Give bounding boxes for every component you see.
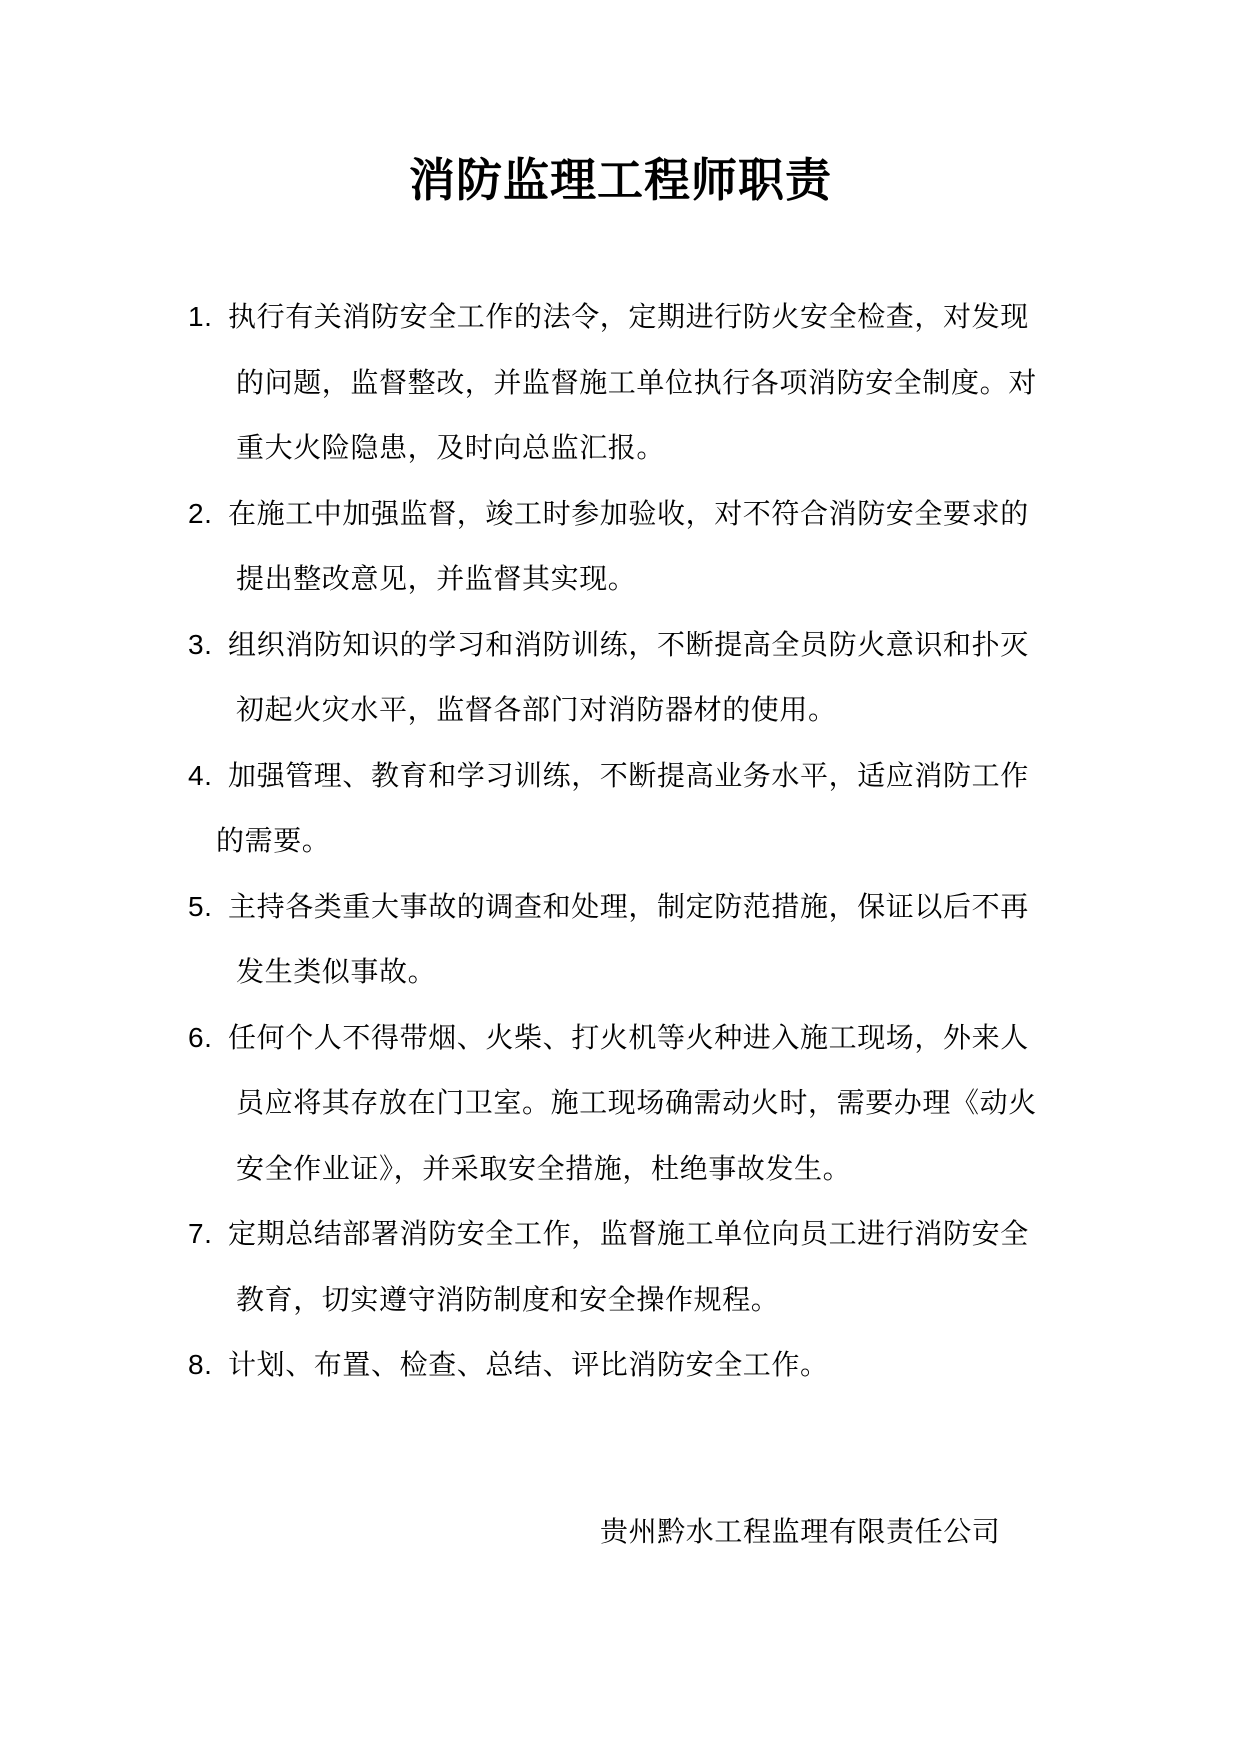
list-item (188, 481, 1068, 612)
item-line: 在施工中加强监督，竣工时参加验收，对不符合消防安全要求的 (228, 496, 1029, 530)
item-line: 任何个人不得带烟、火柴、打火机等火种进入施工现场，外来人 (228, 1020, 1029, 1054)
item-line: 定期总结部署消防安全工作，监督施工单位向员工进行消防安全 (228, 1217, 1029, 1250)
item-number: 7. (188, 1218, 213, 1249)
item-number: 6. (188, 1021, 213, 1053)
document-title: 消防监理工程师职责 (409, 153, 832, 207)
item-number: 2. (188, 497, 213, 529)
item-line: 重大火险隐患，及时向总监汇报。 (236, 431, 666, 464)
item-line: 主持各类重大事故的调查和处理，制定防范措施，保证以后不再 (228, 889, 1029, 923)
item-number: 8. (188, 1349, 213, 1380)
item-line: 组织消防知识的学习和消防训练，不断提高全员防火意识和扑灭 (228, 627, 1029, 661)
item-line: 加强管理、教育和学习训练，不断提高业务水平，适应消防工作 (228, 758, 1029, 792)
list-item (188, 874, 1068, 1005)
list-item (188, 612, 1068, 743)
list-item (188, 1005, 1068, 1202)
item-line: 员应将其存放在门卫室。施工现场确需动火时，需要办理《动火 (236, 1086, 1037, 1119)
item-line: 教育，切实遵守消防制度和安全操作规程。 (236, 1282, 780, 1316)
list-item (188, 1201, 1068, 1332)
item-number: 3. (188, 628, 213, 660)
item-line: 提出整改意见，并监督其实现。 (236, 562, 637, 595)
item-line: 初起火灾水平，监督各部门对消防器材的使用。 (236, 693, 837, 726)
item-line: 的需要。 (216, 824, 331, 857)
item-line: 发生类似事故。 (236, 955, 437, 988)
item-line: 执行有关消防安全工作的法令，定期进行防火安全检查，对发现 (228, 300, 1029, 333)
item-number: 4. (188, 759, 213, 791)
item-line: 安全作业证》，并采取安全措施，杜绝事故发生。 (236, 1151, 852, 1185)
item-number: 1. (188, 301, 213, 332)
item-line: 计划、布置、检查、总结、评比消防安全工作。 (228, 1348, 829, 1381)
list-item (188, 1332, 1068, 1398)
list-item (188, 284, 1068, 481)
item-line: 的问题，监督整改，并监督施工单位执行各项消防安全制度。对 (236, 365, 1037, 399)
list-item (188, 743, 1068, 874)
company-signature: 贵州黔水工程监理有限责任公司 (600, 1515, 1001, 1548)
item-number: 5. (188, 890, 213, 922)
duty-list (188, 284, 1068, 1398)
